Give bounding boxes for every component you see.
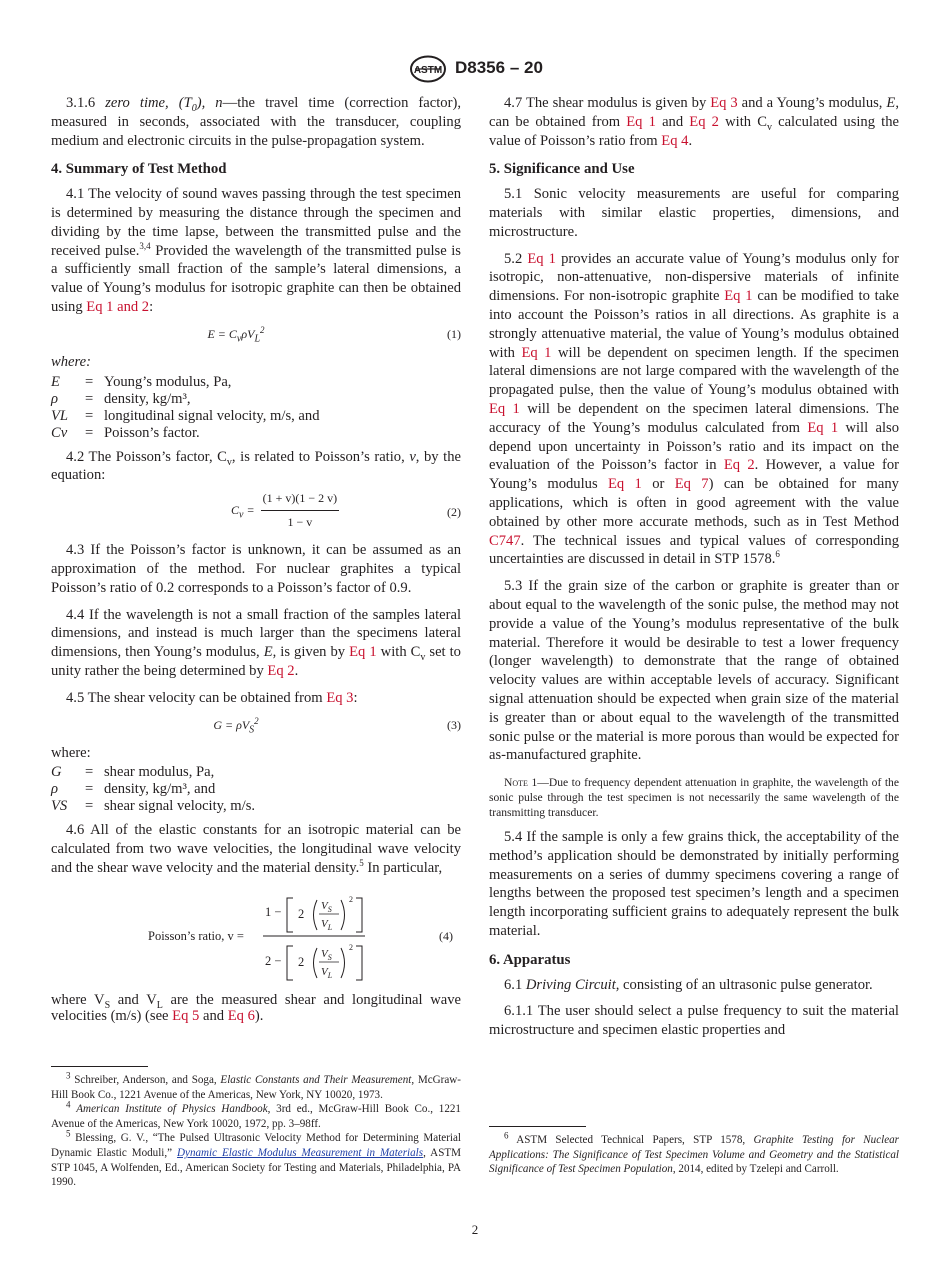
footnotes-left (51, 1066, 461, 1190)
eq-1-link[interactable]: Eq 1 (527, 250, 556, 267)
definition-row: ρ = density, kg/m³, and (51, 781, 216, 798)
right-column (489, 94, 899, 1048)
equation-3: $G = \rho V_S^2$ (3) (213, 715, 461, 735)
para-4-2: 4.2 The Poisson’s factor, $C_v$, is related to Poisson’s ratio, v, by the equation: (51, 448, 462, 484)
svg-text:2 −: 2 − (265, 953, 282, 968)
document-id: D8356 – 20 (455, 58, 543, 77)
section-4-title: 4. Summary of Test Method (51, 161, 227, 178)
eq-2-link[interactable]: Eq 2 (267, 662, 295, 679)
para-4-3: 4.3 If the Poisson’s factor is unknown, it can be assumed as an approximation of the method. For nuclear graphites a typical Poisson’s ratio of 0.2 corresponds to a Poisson’s factor of 0.9. (51, 542, 461, 596)
eq-3-link[interactable]: Eq 3 (326, 689, 354, 706)
svg-text:2: 2 (349, 894, 353, 904)
footnotes-right (489, 1126, 899, 1177)
definitions-1 (51, 374, 461, 442)
eq-1-link[interactable]: Eq 1 (521, 344, 552, 361)
para-4-4: 4.4 If the wavelength is not a small fraction of the samples lateral dimensions, and instead is much larger than the specimens lateral dimensions, then Young’s modulus, E, is given by Eq 1 with $C_v$ set to unity rather the being determined by Eq 2. (51, 606, 461, 679)
para-6-1: 6.1 Driving Circuit, consisting of an ultrasonic pulse generator. (504, 976, 873, 993)
svg-text:ASTM: ASTM (413, 65, 443, 76)
where-label-1: where: (51, 353, 91, 370)
equation-2: $C_v$ = $\frac{(1 + v)(1 - 2 v)}{1 - v}$ (2) (231, 491, 461, 529)
definition-row: VS = shear signal velocity, m/s. (51, 798, 256, 815)
para-4-6-b: where $V_S$ and $V_L$ are the measured shear and longitudinal wave velocities (m/s) (see Eq 5 and Eq 6). (51, 991, 461, 1024)
svg-text:VL: $V_L$ (321, 917, 333, 932)
para-6-1-1: 6.1.1 The user should select a pulse frequency to suit the material microstructure and specimen elastic properties and (489, 1003, 899, 1039)
footnote-3: $^3$ Schreiber, Anderson, and Soga, Elastic Constants and Their Measurement, McGraw-Hill Book Co., 1221 Avenue of the Americas, New York, NY 10020, 1973. (51, 1070, 461, 1101)
para-4-1: 4.1 The velocity of sound waves passing through the test specimen is determined by measuring the distance through the specimen and dividing by the time lapse, between the transmitted pulse and the received pulse.$^{3,4}$ Provided the wavelength of the transmitted pulse is a sufficiently small fraction of the sample’s lateral dimensions, a value of Young’s modulus for isotropic graphite can then be obtained using Eq 1 and 2: (51, 186, 461, 315)
eq-2-link[interactable]: Eq 2 (689, 113, 719, 130)
para-3-1-6: 3.1.6 zero time, $(T_0)$, n—the travel time (correction factor), measured in seconds, associated with the transducer, coupling medium and electronic circuits in the pulse-propagation system. (51, 95, 461, 149)
definition-row: Cv = Poisson’s factor. (51, 424, 200, 441)
section-5-title: 5. Significance and Use (489, 161, 635, 178)
svg-text:1 −: 1 − (265, 904, 282, 919)
definition-row: ρ = density, kg/m³, (51, 390, 191, 407)
footnote-rule (51, 1066, 148, 1067)
eq-6-link[interactable]: Eq 6 (227, 1007, 255, 1024)
eq-1-link[interactable]: Eq 1 (724, 288, 753, 305)
section-6-title: 6. Apparatus (489, 951, 571, 968)
eq-7-link[interactable]: Eq 7 (674, 476, 709, 493)
eq4-label: Poisson’s ratio, v = (148, 928, 244, 943)
svg-text:VS: $V_S$ (321, 899, 332, 914)
equation-1: $E = C_v\rho V_L^2$ (1) (207, 324, 461, 345)
para-5-1: 5.1 Sonic velocity measurements are useful for comparing materials with similar elastic properties, dimensions, and microstructure. (489, 186, 899, 240)
page-number: 2 (471, 1222, 479, 1237)
svg-text:2: 2 (298, 954, 305, 969)
para-4-5: 4.5 The shear velocity can be obtained from Eq 3: (66, 689, 358, 706)
para-4-6: 4.6 All of the elastic constants for an isotropic material can be calculated from two wave velocities, the longitudinal wave velocity and the shear wave velocity and the material density.$^5$ In particular, (51, 822, 461, 876)
definition-row: VL = longitudinal signal velocity, m/s, and (51, 407, 320, 424)
para-5-3: 5.3 If the grain size of the carbon or graphite is greater than or about equal to the wavelength of the sonic pulse, the method may not provide a value of the Young’s modulus representative of the bulk material. Therefore it would be desirable to test a lower frequency (longer wavelength) to demonstrate that the range of obtained velocity values are within acceptable levels of accuracy. Significant signal attenuation should be expected when grain size of the material is greater than or about equal to the wavelength of the transmitted sonic pulse or the material is more porous than would be expected for as-manufactured graphite. (489, 578, 899, 764)
equation-4 (51, 882, 461, 988)
eq-1-and-2-link[interactable]: Eq 1 and 2 (86, 298, 150, 315)
svg-text:VL: $V_L$ (321, 965, 333, 980)
definition-row: E = Young’s modulus, Pa, (51, 373, 232, 390)
footnote-5-link[interactable]: Dynamic Elastic Modulus Measurement in Materials (177, 1146, 424, 1159)
footnote-6: $^6$ ASTM Selected Technical Papers, STP 1578, Graphite Testing for Nuclear Applications: The Significance of Test Specimen Volume and Geometry and the Statistical Significance of Test Specimen Population, 2014, edited by Tzelepi and Carroll. (489, 1130, 899, 1176)
eq4-number: (4) (439, 928, 453, 943)
c747-link[interactable]: C747 (489, 532, 521, 549)
left-column (51, 94, 461, 1024)
para-4-7: 4.7 The shear modulus is given by Eq 3 and a Young’s modulus, E, can be obtained from Eq 1 and Eq 2 with $C_v$ calculated using the value of Poisson’s ratio from Eq 4. (489, 95, 899, 149)
note-1: Note 1—Due to frequency dependent attenuation in graphite, the wavelength of the sonic pulse through the test specimen is not necessarily the same wavelength of the transmitting transducer. (489, 776, 899, 820)
eq-1-link[interactable]: Eq 1 (607, 476, 642, 493)
eq-4-link[interactable]: Eq 4 (661, 132, 689, 149)
definitions-2 (51, 764, 461, 815)
eq-1-link[interactable]: Eq 1 (807, 419, 839, 436)
where-label-2: where: (51, 744, 91, 761)
page-header (0, 55, 950, 85)
eq-2-link[interactable]: Eq 2 (723, 457, 755, 474)
eq-3-link[interactable]: Eq 3 (710, 95, 738, 111)
footnote-5: $^5$ Blessing, G. V., “The Pulsed Ultrasonic Velocity Method for Determining Material Dynamic Elastic Moduli,” Dynamic Elastic Modulus Measurement in Materials, ASTM STP 1045, A Wolfenden, Ed., American Society for Testing and Materials, Philadelphia, PA 1990. (51, 1128, 462, 1189)
footnote-rule (489, 1126, 586, 1127)
svg-text:2: 2 (298, 906, 305, 921)
svg-text:2: 2 (349, 942, 353, 952)
footnote-4: $^4$ American Institute of Physics Handbook, 3rd ed., McGraw-Hill Book Co., 1221 Avenue of the Americas, New York 10020, 1972, pp. 3–98ff. (51, 1099, 461, 1130)
astm-logo-icon (409, 55, 447, 83)
para-5-4: 5.4 If the sample is only a few grains thick, the acceptability of the method’s application should be demonstrated by initially performing measurements on a series of dummy specimens covering a range of lengths between the proposed test specimen’s length and a specimen length incorporating sufficient grains to adequately represent the bulk material. (489, 829, 899, 940)
para-5-2: 5.2 Eq 1 provides an accurate value of Young’s modulus only for isotropic, non-attenuative, non-dispersive materials of infinite dimensions. For non-isotropic graphite Eq 1 can be modified to take into account the Poisson’s ratios in all directions. As graphite is a strongly attenuative material, the value of Young’s modulus obtained with Eq 1 will be dependent on specimen length. If the specimen lateral dimensions are not large compared with the wavelength of the propagated pulse, then the value of Young’s modulus obtained with Eq 1 will be dependent on the specimen lateral dimensions. The accuracy of the Young’s modulus calculated from Eq 1 will also depend upon uncertainty in Poisson’s ratio and its impact on the evaluation of the Poisson’s factor in Eq 2. However, a value for Young’s modulus Eq 1 or Eq 7) can be obtained for many applications, which is often in good agreement with the value obtained by other more accurate methods, such as in Test Method C747. The technical issues and typical values of corresponding uncertainties are discussed in detail in STP 1578.$^6$ (489, 250, 900, 568)
eq-5-link[interactable]: Eq 5 (172, 1007, 200, 1024)
svg-text:VS: $V_S$ (321, 947, 332, 962)
definition-row: G = shear modulus, Pa, (51, 764, 215, 781)
eq-1-link[interactable]: Eq 1 (349, 644, 377, 661)
eq-1-link[interactable]: Eq 1 (489, 400, 520, 417)
eq-1-link[interactable]: Eq 1 (626, 113, 656, 130)
